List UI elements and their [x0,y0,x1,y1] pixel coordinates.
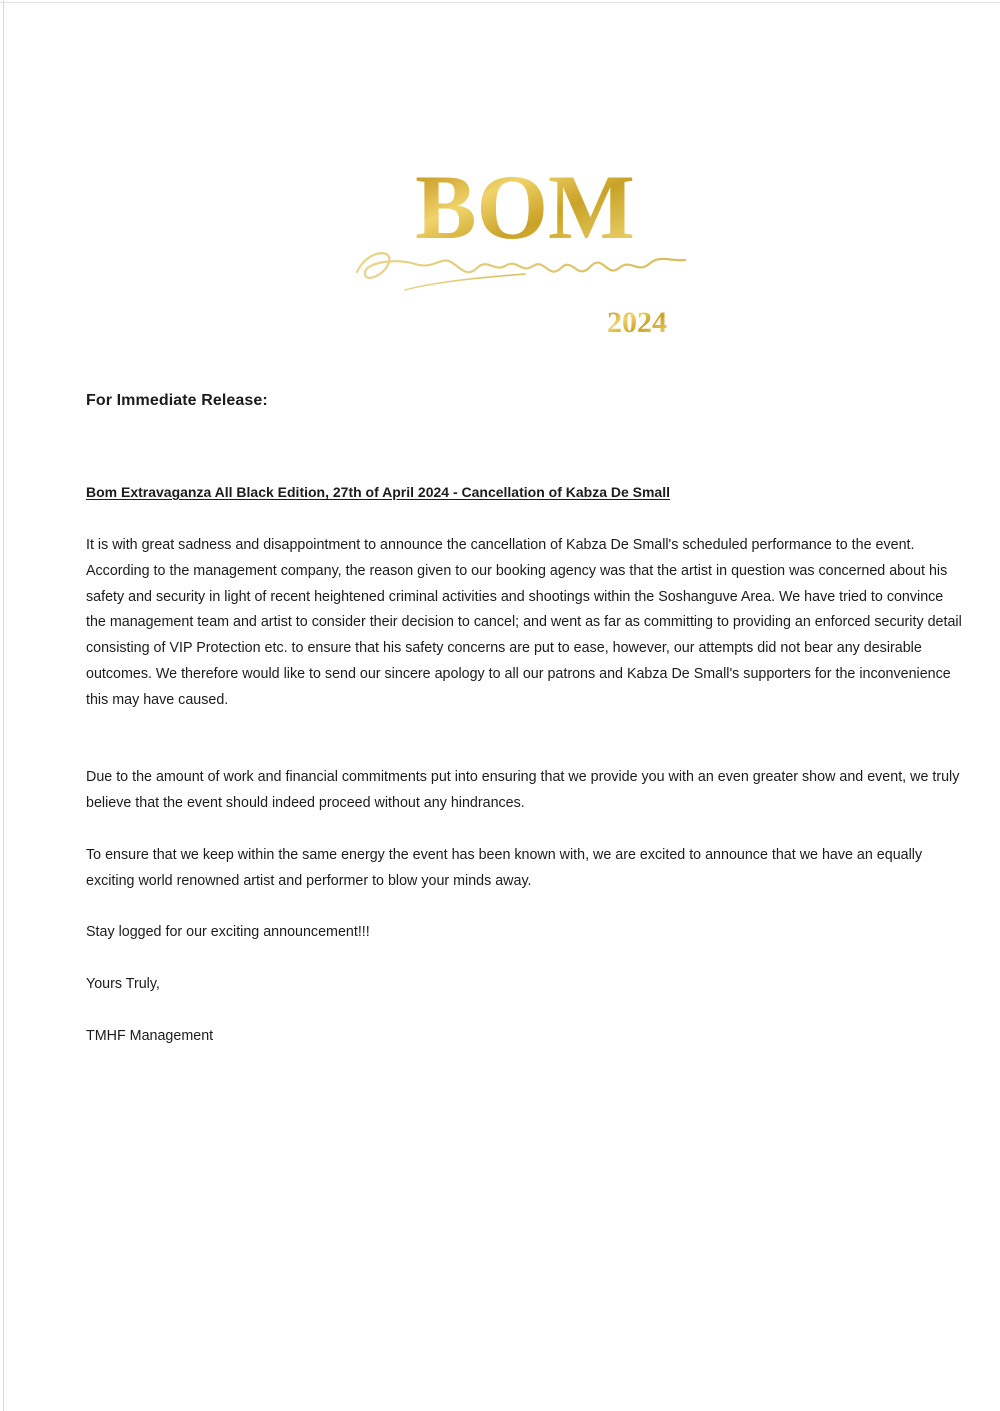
event-logo [345,150,705,350]
body-paragraph-2: Due to the amount of work and financial commitments put into ensuring that we provide you with an even greater show and event, we truly believe that the event should indeed proceed without any hindrances. [86,769,960,811]
logo-title [345,350,346,351]
body-paragraph-3: To ensure that we keep within the same energy the event has been known with, we are excited to announce that we have an equally exciting world renowned artist and performer to blow your minds away. [86,847,923,889]
signature: TMHF Management [86,1028,214,1044]
body-paragraph-1: It is with great sadness and disappointment to announce the cancellation of Kabza De Small's scheduled performance to the event. According to the management company, the reason given to our booking agency was that the artist in question was concerned about his safety and security in light of recent heightened criminal activities and shootings within the Soshanguve Area. We have tried to convince the management team and artist to consider their decision to cancel; and went as far as committing to providing an enforced security detail consisting of VIP Protection etc. to ensure that his safety concerns are put to ease, however, our attempts did not bear any desirable outcomes. We therefore would like to send our sincere apology to all our patrons and Kabza De Small's supporters for the inconvenience this may have caused. [86,537,962,708]
event-logo-graphic [345,150,705,350]
logo-script-swash [405,274,525,290]
sign-off: Yours Truly, [86,976,160,992]
logo-year [345,350,346,351]
page-edge-left [3,0,4,1411]
release-label: For Immediate Release: [86,392,268,409]
logo-script [345,350,346,351]
page-edge-top [0,2,1000,3]
logo-year-art: 2024 [607,306,667,339]
press-headline: Bom Extravaganza All Black Edition, 27th of April 2024 - Cancellation of Kabza De Small [86,484,671,500]
logo-title-art: BOM [415,156,635,258]
closing-line: Stay logged for our exciting announcement!!! [86,924,370,940]
